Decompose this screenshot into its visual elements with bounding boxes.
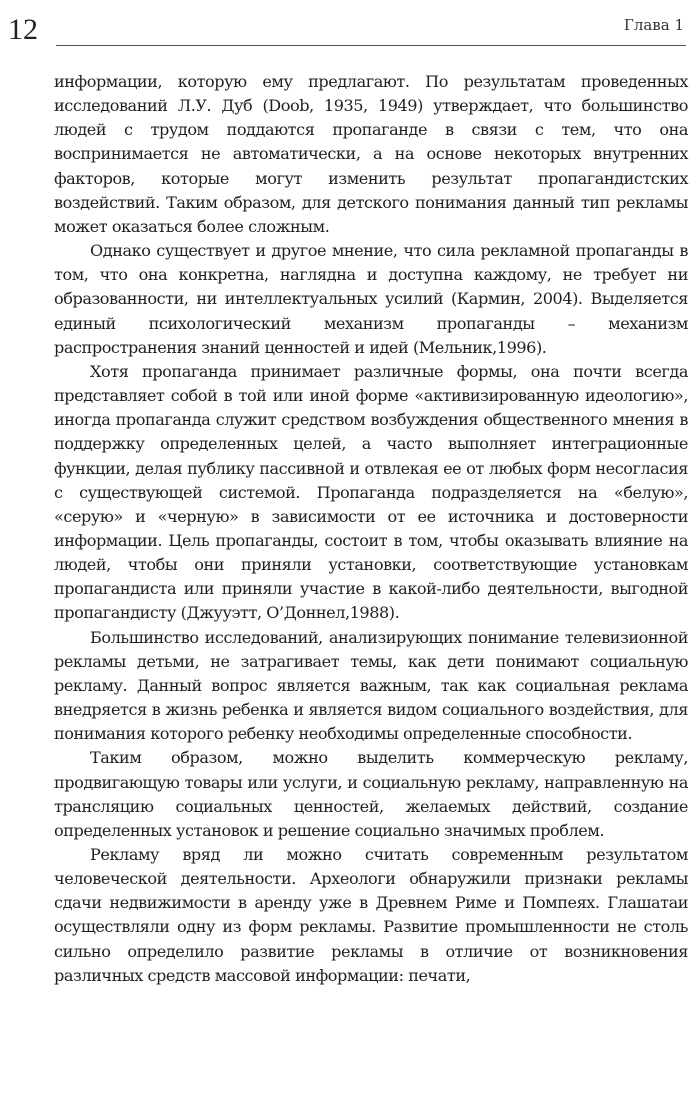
paragraph: Большинство исследований, анализирующих понимание телевизионной рекламы детьми, не затрагивает темы, как дети понимают социальную рекламу. Данный вопрос является важным, так как социальная реклама внедряется в жизнь ребенка и является видом социального воздействия, для понимания которого ребенку необходимы определенные способности. — [54, 627, 688, 744]
body-text — [54, 70, 688, 988]
paragraph: Однако существует и другое мнение, что сила рекламной пропаганды в том, что она конкретна, наглядна и доступна каждому, не требует ни образованности, ни интеллектуальных усилий (Кармин, 2004). Выделяется единый психологический механизм пропаганды – механизм распространения знаний ценностей и идей (Мельник,1996). — [54, 241, 688, 357]
paragraph: информации, которую ему предлагают. По результатам проведенных исследований Л.У. Дуб (Doob, 1935, 1949) утверждает, что большинство людей с трудом поддаются пропаганде в связи с тем, что она воспринимается не автоматически, а на основе некоторых внутренних факторов, которые могут изменить результат пропагандистских воздействий. Таким образом, для детского понимания данный тип рекламы может оказаться более сложным. — [54, 72, 688, 236]
chapter-title: Глава 1 — [623, 16, 684, 34]
paragraph: Таким образом, можно выделить коммерческую рекламу, продвигающую товары или услуги, и социальную рекламу, направленную на трансляцию социальных ценностей, желаемых действий, создание определенных установок и решение социально значимых проблем. — [54, 748, 688, 840]
paragraph: Рекламу вряд ли можно считать современным результатом человеческой деятельности. Археологи обнаружили признаки рекламы сдачи недвижимости в аренду уже в Древнем Риме и Помпеях. Глашатаи осуществляли одну из форм рекламы. Развитие промышленности не столь сильно определило развитие рекламы в отличие от возникновения различных средств массовой информации: печати, — [54, 845, 688, 985]
paragraph: Хотя пропаганда принимает различные формы, она почти всегда представляет собой в той или иной форме «активизированную идеологию», иногда пропаганда служит средством возбуждения общественного мнения в поддержку определенных целей, а часто выполняет интеграционные функции, делая публику пассивной и отвлекая ее от любых форм несогласия с существующей системой. Пропаганда подразделяется на «белую», «серую» и «черную» в зависимости от ее источника и достоверности информации. Цель пропаганды, состоит в том, чтобы оказывать влияние на людей, чтобы они приняли установки, соответствующие установкам пропагандиста или приняли участие в какой-либо деятельности, выгодной пропагандисту (Джууэтт, О’Доннел,1988). — [54, 361, 688, 623]
page-number: 12 — [8, 13, 38, 46]
header-divider — [56, 45, 686, 46]
